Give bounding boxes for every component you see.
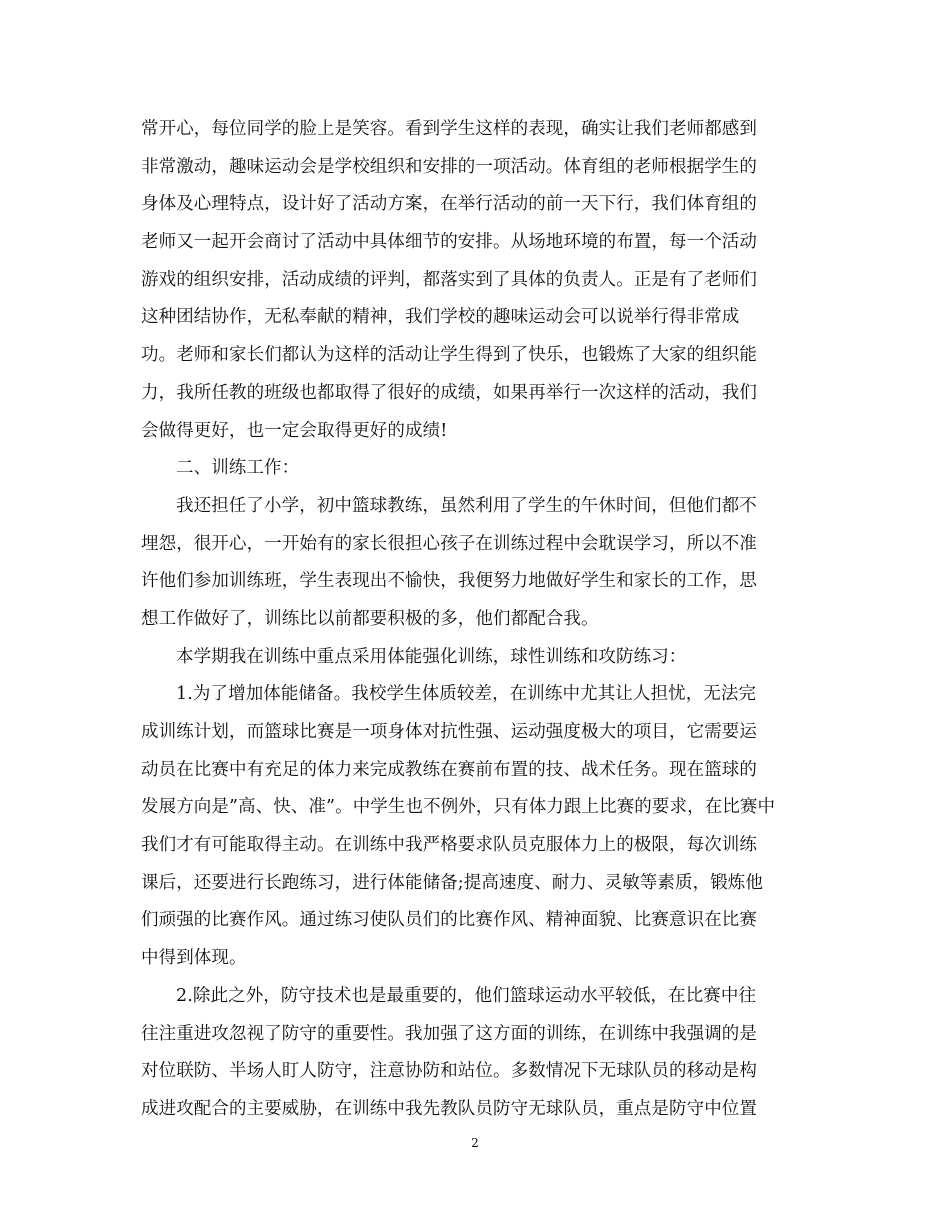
text-line: 埋怨，很开心，一开始有的家长很担心孩子在训练过程中会耽误学习，所以不准 — [141, 533, 757, 554]
text-line: 非常激动，趣味运动会是学校组织和安排的一项活动。体育组的老师根据学生的 — [141, 156, 757, 177]
page-number: 2 — [471, 1136, 479, 1150]
text-line: 中得到体现。 — [141, 948, 247, 969]
text-line: 我还担任了小学，初中篮球教练，虽然利用了学生的午休时间，但他们都不 — [176, 495, 757, 516]
text-line: 会做得更好，也一定会取得更好的成绩! — [141, 420, 448, 441]
text-line: 1.为了增加体能储备。我校学生体质较差，在训练中尤其让人担忧，无法完 — [176, 684, 757, 705]
text-line: 成进攻配合的主要威胁，在训练中我先教队员防守无球队员，重点是防守中位置 — [141, 1098, 757, 1119]
text-line: 往注重进攻忽视了防守的重要性。我加强了这方面的训练，在训练中我强调的是 — [141, 1023, 757, 1044]
text-line: 想工作做好了，训练比以前都要积极的多，他们都配合我。 — [141, 608, 599, 629]
body-text — [141, 111, 813, 1129]
text-line: 身体及心理特点，设计好了活动方案，在举行活动的前一天下行，我们体育组的 — [141, 194, 757, 215]
text-line: 这种团结协作，无私奉献的精神，我们学校的趣味运动会可以说举行得非常成 — [141, 307, 740, 328]
text-line: 动员在比赛中有充足的体力来完成教练在赛前布置的技、战术任务。现在篮球的 — [141, 759, 757, 780]
text-line: 本学期我在训练中重点采用体能强化训练，球性训练和攻防练习： — [176, 646, 687, 667]
text-line: 常开心，每位同学的脸上是笑容。看到学生这样的表现，确实让我们老师都感到 — [141, 119, 757, 139]
text-line: 发展方向是”高、快、准”。中学生也不例外，只有体力跟上比赛的要求，在比赛中 — [141, 797, 776, 818]
text-line: 游戏的组织安排，活动成绩的评判，都落实到了具体的负责人。正是有了老师们 — [141, 269, 757, 290]
text-line: 老师又一起开会商讨了活动中具体细节的安排。从场地环境的布置，每一个活动 — [141, 232, 757, 253]
text-line: 课后，还要进行长跑练习，进行体能储备;提高速度、耐力、灵敏等素质，锻炼他 — [141, 872, 763, 893]
text-line: 力，我所任教的班级也都取得了很好的成绩，如果再举行一次这样的活动，我们 — [141, 382, 757, 403]
text-line: 许他们参加训练班，学生表现出不愉快，我便努力地做好学生和家长的工作，思 — [141, 571, 757, 592]
text-line: 们顽强的比赛作风。通过练习使队员们的比赛作风、精神面貌、比赛意识在比赛 — [141, 910, 757, 931]
text-line: 对位联防、半场人盯人防守，注意协防和站位。多数情况下无球队员的移动是构 — [141, 1061, 757, 1082]
text-line: 二、训练工作： — [176, 458, 300, 479]
text-line: 成训练计划，而篮球比赛是一项身体对抗性强、运动强度极大的项目，它需要运 — [141, 722, 757, 742]
text-line: 功。老师和家长们都认为这样的活动让学生得到了快乐，也锻炼了大家的组织能 — [141, 345, 757, 366]
text-line: 2.除此之外，防守技术也是最重要的，他们篮球运动水平较低，在比赛中往 — [176, 985, 757, 1006]
text-line: 我们才有可能取得主动。在训练中我严格要求队员克服体力上的极限，每次训练 — [141, 835, 757, 856]
